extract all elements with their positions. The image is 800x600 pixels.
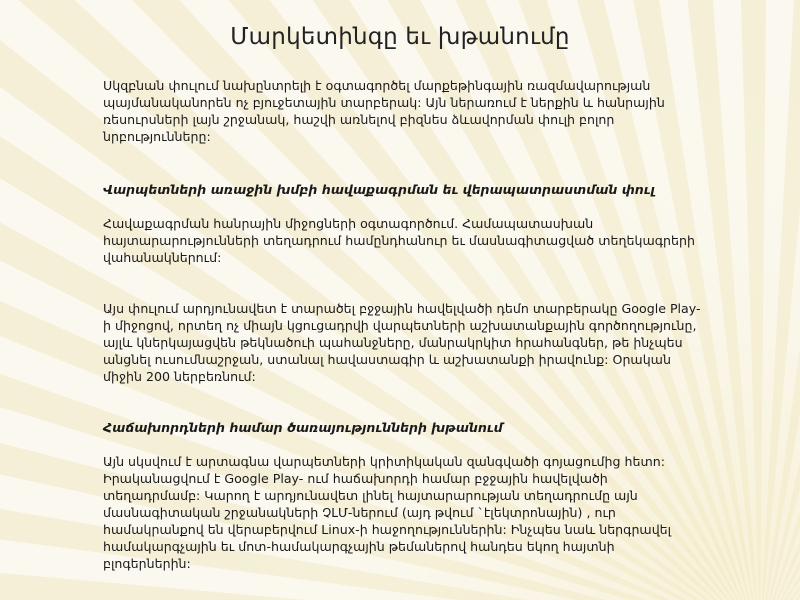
section-paragraph: Հավաքագրման հանրային միջոցների օգտագործում. Համապատասխան հայտարարությունների տեղադրում համընդհանուր եւ մասնագիտացված տեղեկագրերի վահանակներում:: [103, 216, 695, 265]
section-paragraph: Այս փուլում արդյունավետ է տարածել բջջային հավելվածի դեմո տարբերակը Google Play-ի միջոցով, որտեղ ոչ միայն կցուցադրվի վարպետների աշխատանքային գործողությունը, այլև կներկայացվեն թեկնածուի պահանջները, մանրակրկիտ հրահանգներ, թե ինչպես անցնել ուսումնաշրջան, ստանալ հավաստագիր և աշխատանքի իրավունք: Օրական միջին 200 ներբեռնում:: [103, 301, 701, 384]
slide-body: [103, 77, 703, 572]
section-paragraph: Այն սկսվում է արտագնա վարպետների կրիտիկական զանգվածի գոյացումից հետո: Իրականացվում է Google Play- ում հաճախորդի համար բջջային հավելվածի տեղադրմամբ: Կարող է արդյունավետ լինել հայտարարության տեղադրումը այն մասնագիտական շրջանակների ՉԼՄ-ներում (այդ թվում `էլեկտրոնային) , ուր համակրանքով են վերաբերվում Linux-ի հաջողություններին: Ինչպես նաև ներգրավել համակարգչային եւ մոտ-համակարգչային թեմաներով հանդես եկող հայտնի բլոգերներին:: [103, 454, 672, 571]
section-heading-recruitment: Վարպետների առաջին խմբի հավաքագրման եւ վերապատրաստման փուլ: [103, 182, 655, 197]
section-heading-promotion: Հաճախորդների համար ծառայությունների խթանում: [103, 420, 503, 435]
intro-paragraph: Սկզբնան փուլում նախընտրելի է օգտագործել մարքեթինգային ռազմավարության պայմանականորեն ոչ բյուջետային տարբերակ: Այն ներառում է ներքին և հանրային ռեսուրսների լայն շրջանակ, հաշվի առնելով բիզնես ձևավորման փուլի բոլոր նրբությունները:: [103, 78, 665, 144]
page-title: Մարկետինգը եւ խթանումը: [230, 24, 570, 50]
